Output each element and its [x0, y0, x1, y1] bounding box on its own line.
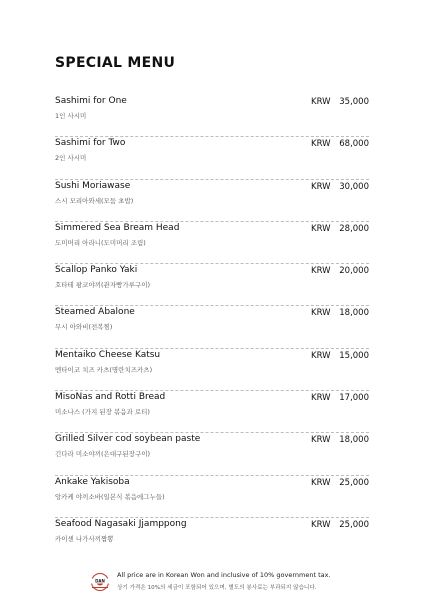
menu-item-price: 68,000 — [339, 139, 369, 150]
menu-item-currency: KRW — [311, 266, 331, 277]
menu-item-korean-name: 스시 모리아와세(모둠 초밥) — [55, 196, 134, 205]
menu-item — [55, 306, 369, 348]
menu-item-korean-name: 멘타이코 치즈 카츠(명란치즈카츠) — [55, 365, 153, 374]
menu-item-name: Simmered Sea Bream Head — [55, 222, 180, 233]
menu-item-name: Mentaiko Cheese Katsu — [55, 349, 161, 360]
menu-item-korean-name: 호타테 팡코야끼(관자빵가루구이) — [55, 281, 151, 290]
menu-item-korean-name: 앙카케 야끼소바(일본식 볶음에그누들) — [55, 492, 165, 501]
menu-item — [55, 433, 369, 475]
menu-item-currency: KRW — [311, 519, 331, 530]
menu-item — [55, 476, 369, 518]
menu-item-currency: KRW — [311, 139, 331, 150]
menu-item-currency: KRW — [311, 435, 331, 446]
dan-logo — [88, 572, 112, 592]
menu-item-korean-name: 1인 사시미 — [55, 112, 87, 120]
price-note-english: All price are in Korean Won and inclusive of 10% government tax. — [117, 571, 331, 579]
menu-item-currency: KRW — [311, 223, 331, 234]
menu-item-price: 18,000 — [339, 435, 369, 446]
menu-item-korean-name: 무시 아와비(전복찜) — [55, 323, 113, 332]
menu-item-price: 35,000 — [339, 97, 369, 107]
menu-item-korean-name: 카이센 나가사끼짬뽕 — [55, 534, 114, 543]
menu-item-price: 30,000 — [339, 181, 369, 192]
menu-item — [55, 95, 369, 137]
menu-item-currency: KRW — [311, 393, 331, 404]
menu-item-currency: KRW — [311, 477, 331, 488]
menu-item-name: Scallop Panko Yaki — [55, 265, 138, 276]
menu-item-currency: KRW — [311, 308, 331, 319]
menu-item-korean-name: 도미머리 아라니(도미머리 조림) — [55, 238, 146, 247]
menu-item — [55, 349, 369, 391]
page-title: SPECIAL MENU — [55, 55, 176, 71]
menu-list — [55, 95, 369, 559]
menu-item-korean-name: 2인 사시미 — [55, 154, 87, 163]
menu-item — [55, 137, 369, 179]
logo-text: DAN — [95, 578, 105, 584]
menu-item — [55, 518, 369, 559]
menu-item-currency: KRW — [311, 181, 331, 192]
menu-item-price: 18,000 — [339, 308, 369, 319]
menu-item-name: Grilled Silver cod soybean paste — [55, 434, 201, 445]
menu-item-currency: KRW — [311, 350, 331, 361]
menu-item-name: Sushi Moriawase — [55, 180, 131, 191]
menu-item-price: 17,000 — [339, 393, 369, 404]
menu-item-name: Seafood Nagasaki Jjamppong — [55, 518, 187, 529]
menu-item — [55, 391, 369, 433]
menu-item-name: Sashimi for One — [55, 96, 127, 106]
menu-item-korean-name: 미소나스 (가지 된장 볶음과 로티) — [55, 408, 150, 417]
menu-item-name: Ankake Yakisoba — [55, 476, 130, 487]
price-note-korean: 상기 가격은 10%의 세금이 포함되어 있으며, 별도의 봉사료는 부과되지 않습니다. — [117, 585, 317, 591]
menu-item-price: 28,000 — [339, 223, 369, 234]
menu-item-price: 15,000 — [339, 350, 369, 361]
menu-item — [55, 264, 369, 306]
menu-item-price: 25,000 — [339, 519, 369, 530]
menu-item-name: Steamed Abalone — [55, 307, 135, 318]
menu-item-korean-name: 긴다라 미소야끼(은대구된장구이) — [55, 450, 151, 459]
menu-item-name: Sashimi for Two — [55, 138, 126, 149]
menu-item — [55, 222, 369, 264]
menu-item-currency: KRW — [311, 97, 331, 107]
menu-item — [55, 180, 369, 222]
menu-item-name: MisoNas and Rotti Bread — [55, 392, 166, 403]
menu-item-price: 20,000 — [339, 266, 369, 277]
menu-item-price: 25,000 — [339, 477, 369, 488]
